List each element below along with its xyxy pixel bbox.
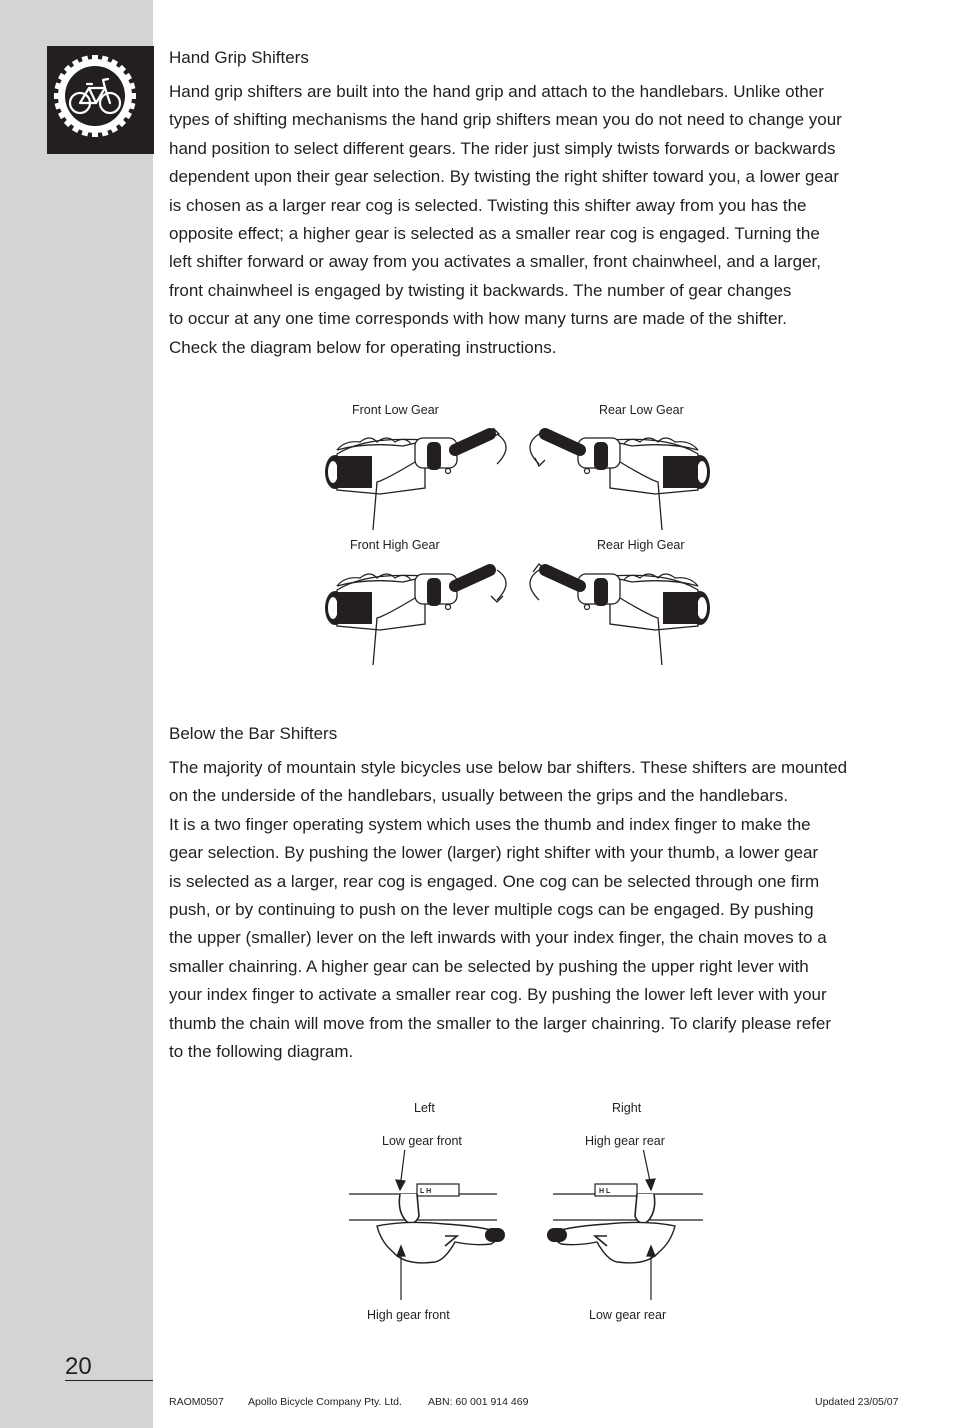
footer-company: Apollo Bicycle Company Pty. Ltd. [248, 1396, 402, 1408]
front-high-gear-drawing [325, 570, 506, 665]
figure-label-rear-high: Rear High Gear [597, 538, 685, 552]
body-line: The majority of mountain style bicycles use below bar shifters. These shifters are mounted [169, 758, 848, 777]
footer-abn: ABN: 60 001 914 469 [428, 1396, 529, 1408]
body-line: thumb the chain will move from the smaller to the larger chainring. To clarify please refer [169, 1013, 832, 1033]
body-line: Check the diagram below for operating instructions. [169, 337, 557, 357]
figure-label-front-low: Front Low Gear [352, 403, 439, 417]
page-number-rule [65, 1380, 153, 1381]
body-line: gear selection. By pushing the lower (larger) right shifter with your thumb, a lower gear [169, 843, 819, 863]
body-line: types of shifting mechanisms the hand grip shifters mean you do not need to change your [169, 110, 842, 130]
body-line: hand position to select different gears. The rider just simply twists forwards or backwards [169, 138, 836, 158]
body-line: your index finger to activate a smaller rear cog. By pushing the lower left lever with your [169, 985, 827, 1005]
front-low-gear-drawing [325, 428, 506, 530]
section-heading: Hand Grip Shifters [169, 48, 309, 67]
body-line: push, or by continuing to push on the lever multiple cogs can be engaged. By pushing [169, 900, 814, 920]
figure-label-front-high: Front High Gear [350, 538, 440, 552]
left-shifter-drawing [349, 1150, 505, 1300]
body-line: to occur at any one time corresponds with how many turns are made of the shifter. [169, 309, 787, 329]
section-body [169, 78, 909, 362]
figure-label-left: Left [414, 1101, 435, 1115]
rear-high-gear-drawing [530, 564, 710, 665]
section-logo [47, 46, 154, 154]
page-number: 20 [65, 1353, 92, 1380]
figure-label-high-gear-front: High gear front [367, 1308, 450, 1322]
body-line: opposite effect; a higher gear is selected as a smaller rear cog is engaged. Turning the [169, 224, 820, 244]
body-line: is selected as a larger, rear cog is engaged. One cog can be selected through one firm [169, 871, 820, 891]
right-shifter-drawing [547, 1150, 703, 1300]
rear-low-gear-drawing [530, 434, 710, 530]
left-indicator: L H [420, 1188, 432, 1195]
right-indicator: H L [599, 1188, 611, 1195]
below-bar-shifter-figure [345, 1150, 710, 1300]
body-line: dependent upon their gear selection. By twisting the right shifter toward you, a lower gear [169, 167, 839, 187]
figure-label-right: Right [612, 1101, 642, 1115]
body-line: the upper (smaller) lever on the left inwards with your index finger, the chain moves to a [169, 928, 827, 948]
footer-code: RAOM0507 [169, 1396, 224, 1408]
figure-label-low-gear-front: Low gear front [382, 1134, 462, 1148]
footer-updated: Updated 23/05/07 [815, 1396, 899, 1408]
body-line: smaller chainring. A higher gear can be selected by pushing the upper right lever with [169, 956, 809, 976]
section-heading: Below the Bar Shifters [169, 724, 338, 743]
grip-shifter-figure [315, 420, 720, 665]
body-line: It is a two finger operating system which uses the thumb and index finger to make the [169, 814, 811, 834]
figure-label-rear-low: Rear Low Gear [599, 403, 684, 417]
section-body [169, 754, 909, 1066]
bicycle-gear-icon [47, 46, 154, 154]
figure-label-low-gear-rear: Low gear rear [589, 1308, 667, 1322]
body-line: front chainwheel is engaged by twisting it backwards. The number of gear changes [169, 280, 792, 300]
body-line: to the following diagram. [169, 1042, 354, 1062]
body-line: Hand grip shifters are built into the hand grip and attach to the handlebars. Unlike other [169, 82, 824, 101]
body-line: is chosen as a larger rear cog is selected. Twisting this shifter away from you has the [169, 195, 807, 215]
body-line: left shifter forward or away from you activates a smaller, front chainwheel, and a larger, [169, 252, 821, 272]
page-sidebar [0, 0, 153, 1428]
figure-label-high-gear-rear: High gear rear [585, 1134, 665, 1148]
body-line: on the underside of the handlebars, usually between the grips and the handlebars. [169, 786, 789, 806]
